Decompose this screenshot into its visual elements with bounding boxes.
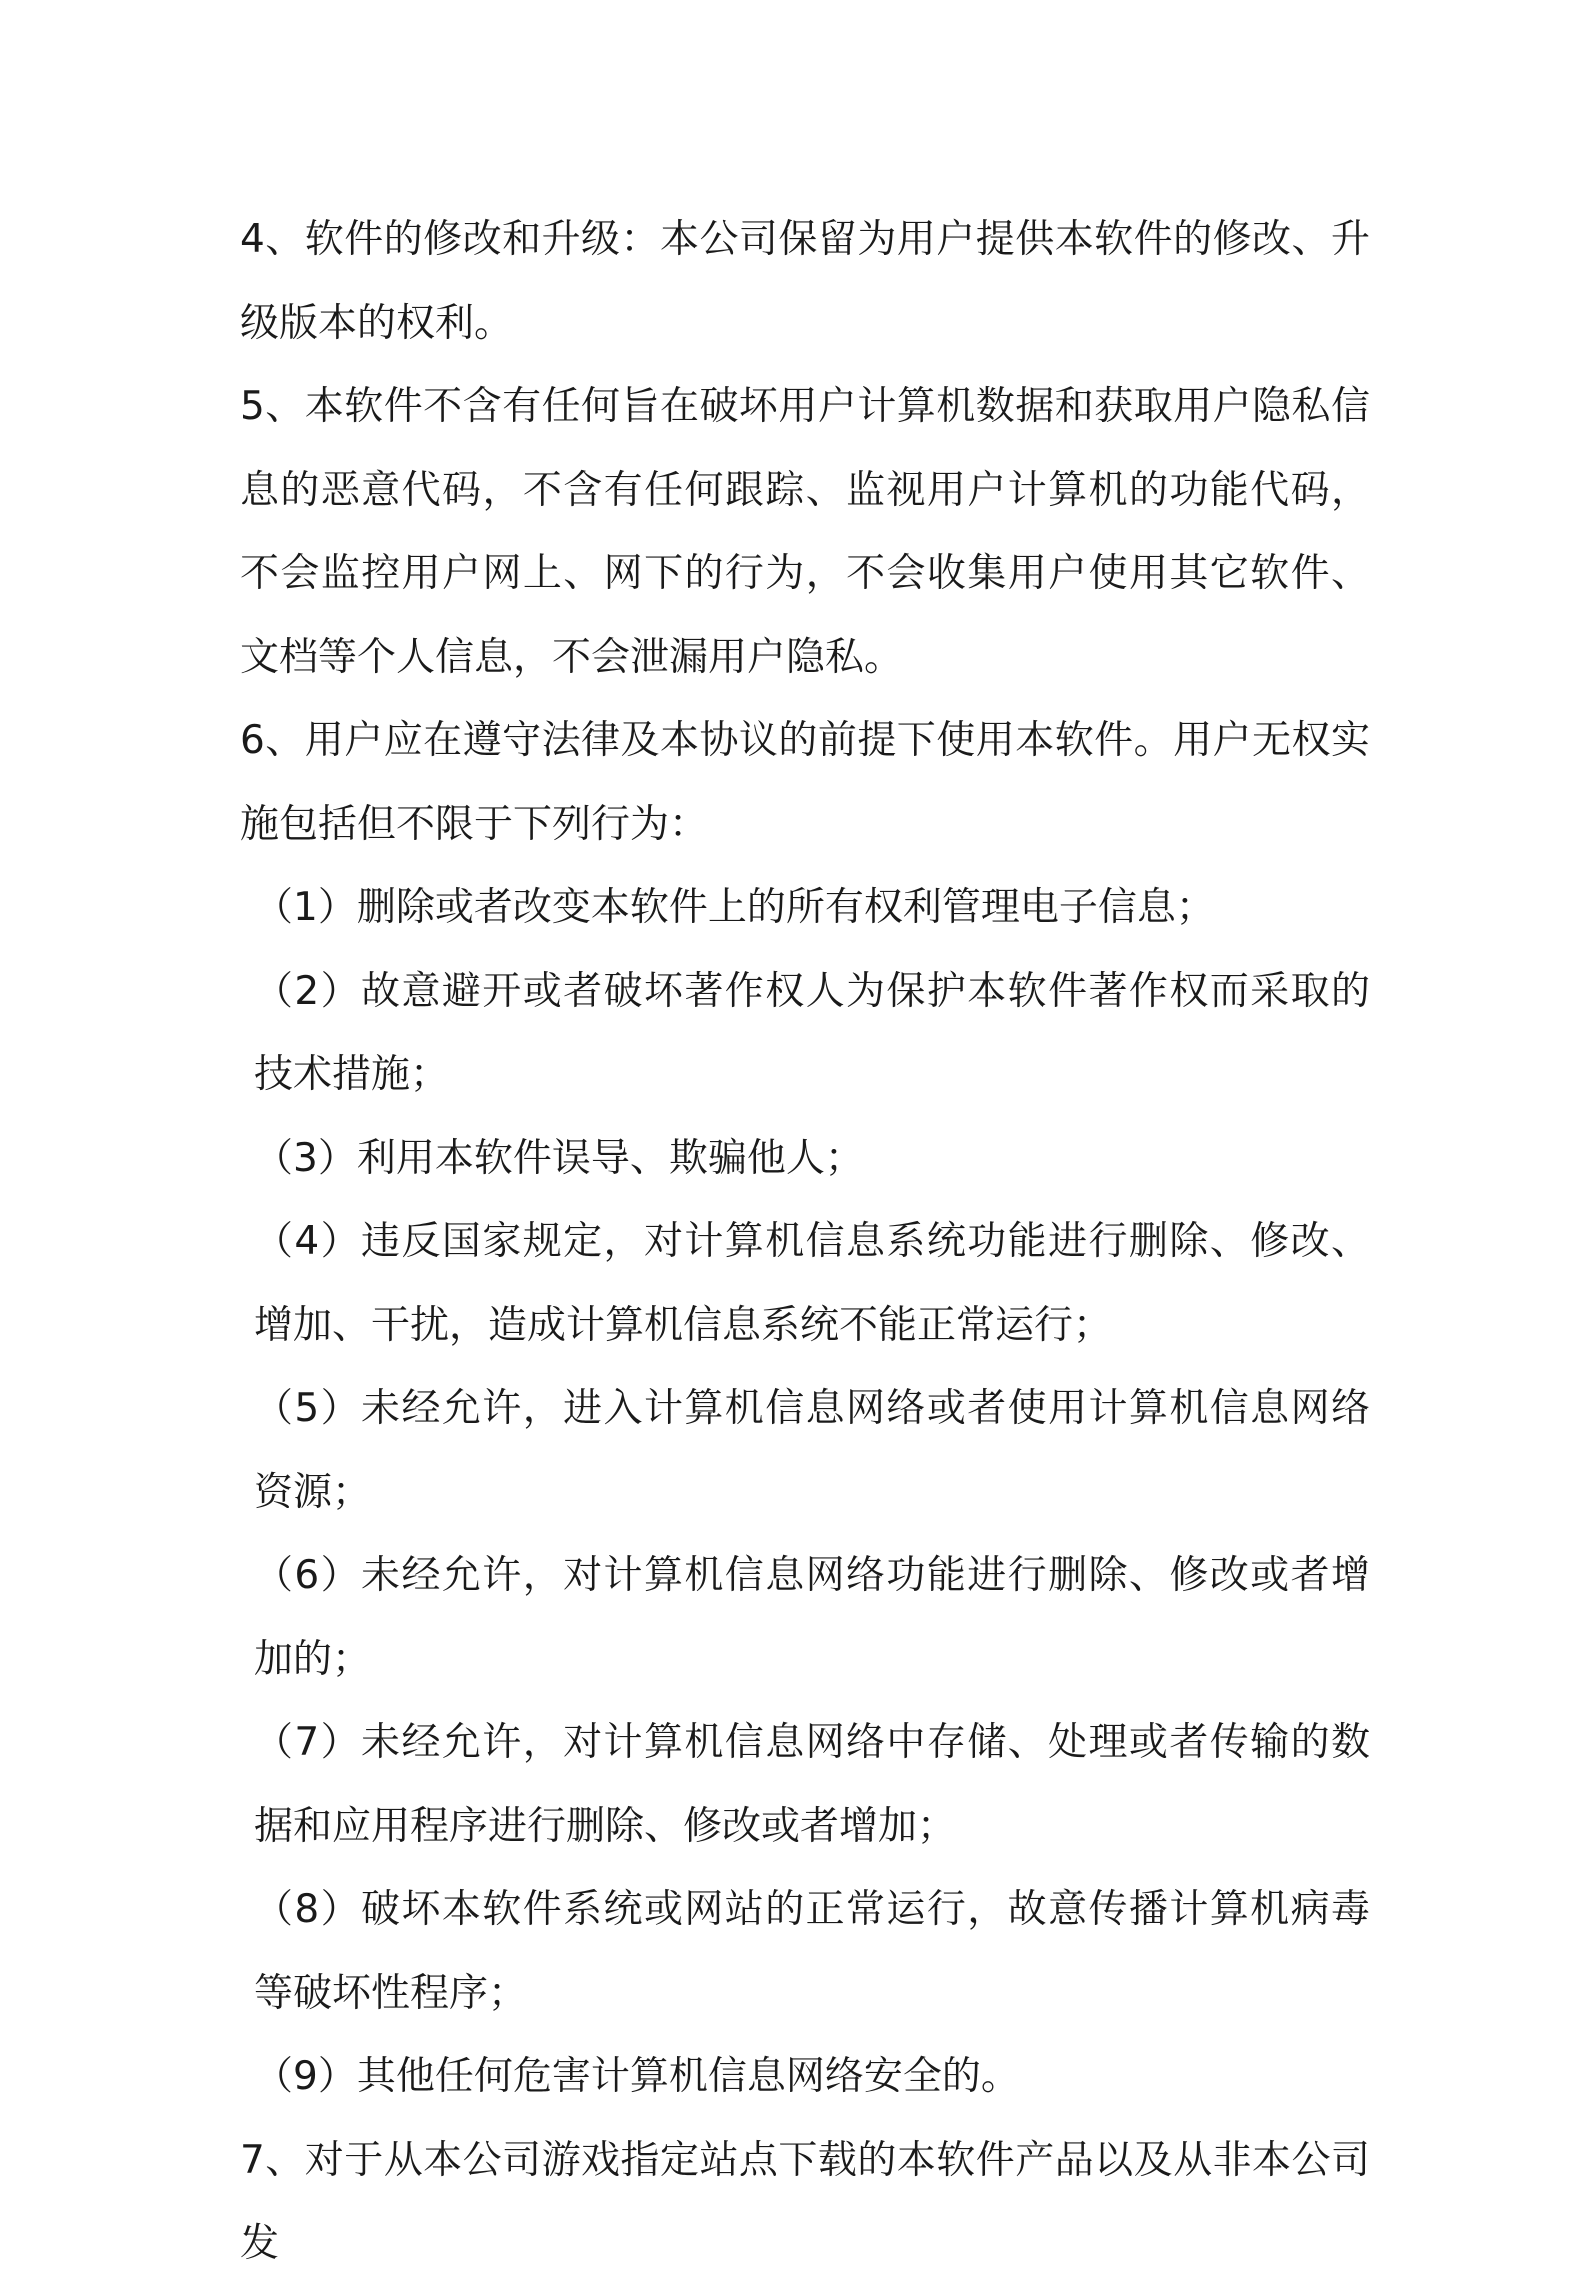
prohibited-item-7: （7）未经允许，对计算机信息网络中存储、处理或者传输的数据和应用程序进行删除、修改或者增加；: [254, 1720, 1370, 1849]
clause-4-software-modification: 4、软件的修改和升级：本公司保留为用户提供本软件的修改、升级版本的权利。: [240, 217, 1370, 346]
prohibited-item-3: （3）利用本软件误导、欺骗他人；: [254, 1135, 864, 1181]
clause-6-user-obligations: 6、用户应在遵守法律及本协议的前提下使用本软件。用户无权实施包括但不限于下列行为：: [240, 718, 1370, 847]
prohibited-item-5: （5）未经允许，进入计算机信息网络或者使用计算机信息网络资源；: [254, 1386, 1370, 1515]
prohibited-item-2: （2）故意避开或者破坏著作权人为保护本软件著作权而采取的技术措施；: [254, 968, 1370, 1097]
prohibited-item-1: （1）删除或者改变本软件上的所有权利管理电子信息；: [254, 885, 1215, 930]
prohibited-item-8: （8）破坏本软件系统或网站的正常运行，故意传播计算机病毒等破坏性程序；: [254, 1887, 1370, 2016]
prohibited-item-9: （9）其他任何危害计算机信息网络安全的。: [254, 2054, 1020, 2099]
prohibited-item-4: （4）违反国家规定，对计算机信息系统功能进行删除、修改、增加、干扰，造成计算机信息系统不能正常运行；: [254, 1219, 1370, 1348]
clause-7-download-source: 7、对于从本公司游戏指定站点下载的本软件产品以及从非本公司发: [240, 2137, 1370, 2266]
clause-5-no-malicious-code: 5、本软件不含有任何旨在破坏用户计算机数据和获取用户隐私信息的恶意代码，不含有任何跟踪、监视用户计算机的功能代码，不会监控用户网上、网下的行为，不会收集用户使用其它软件、文档等个人信息，不会泄漏用户隐私。: [240, 384, 1370, 680]
prohibited-item-6: （6）未经允许，对计算机信息网络功能进行删除、修改或者增加的；: [254, 1553, 1370, 1682]
document-body: [240, 198, 1370, 2286]
